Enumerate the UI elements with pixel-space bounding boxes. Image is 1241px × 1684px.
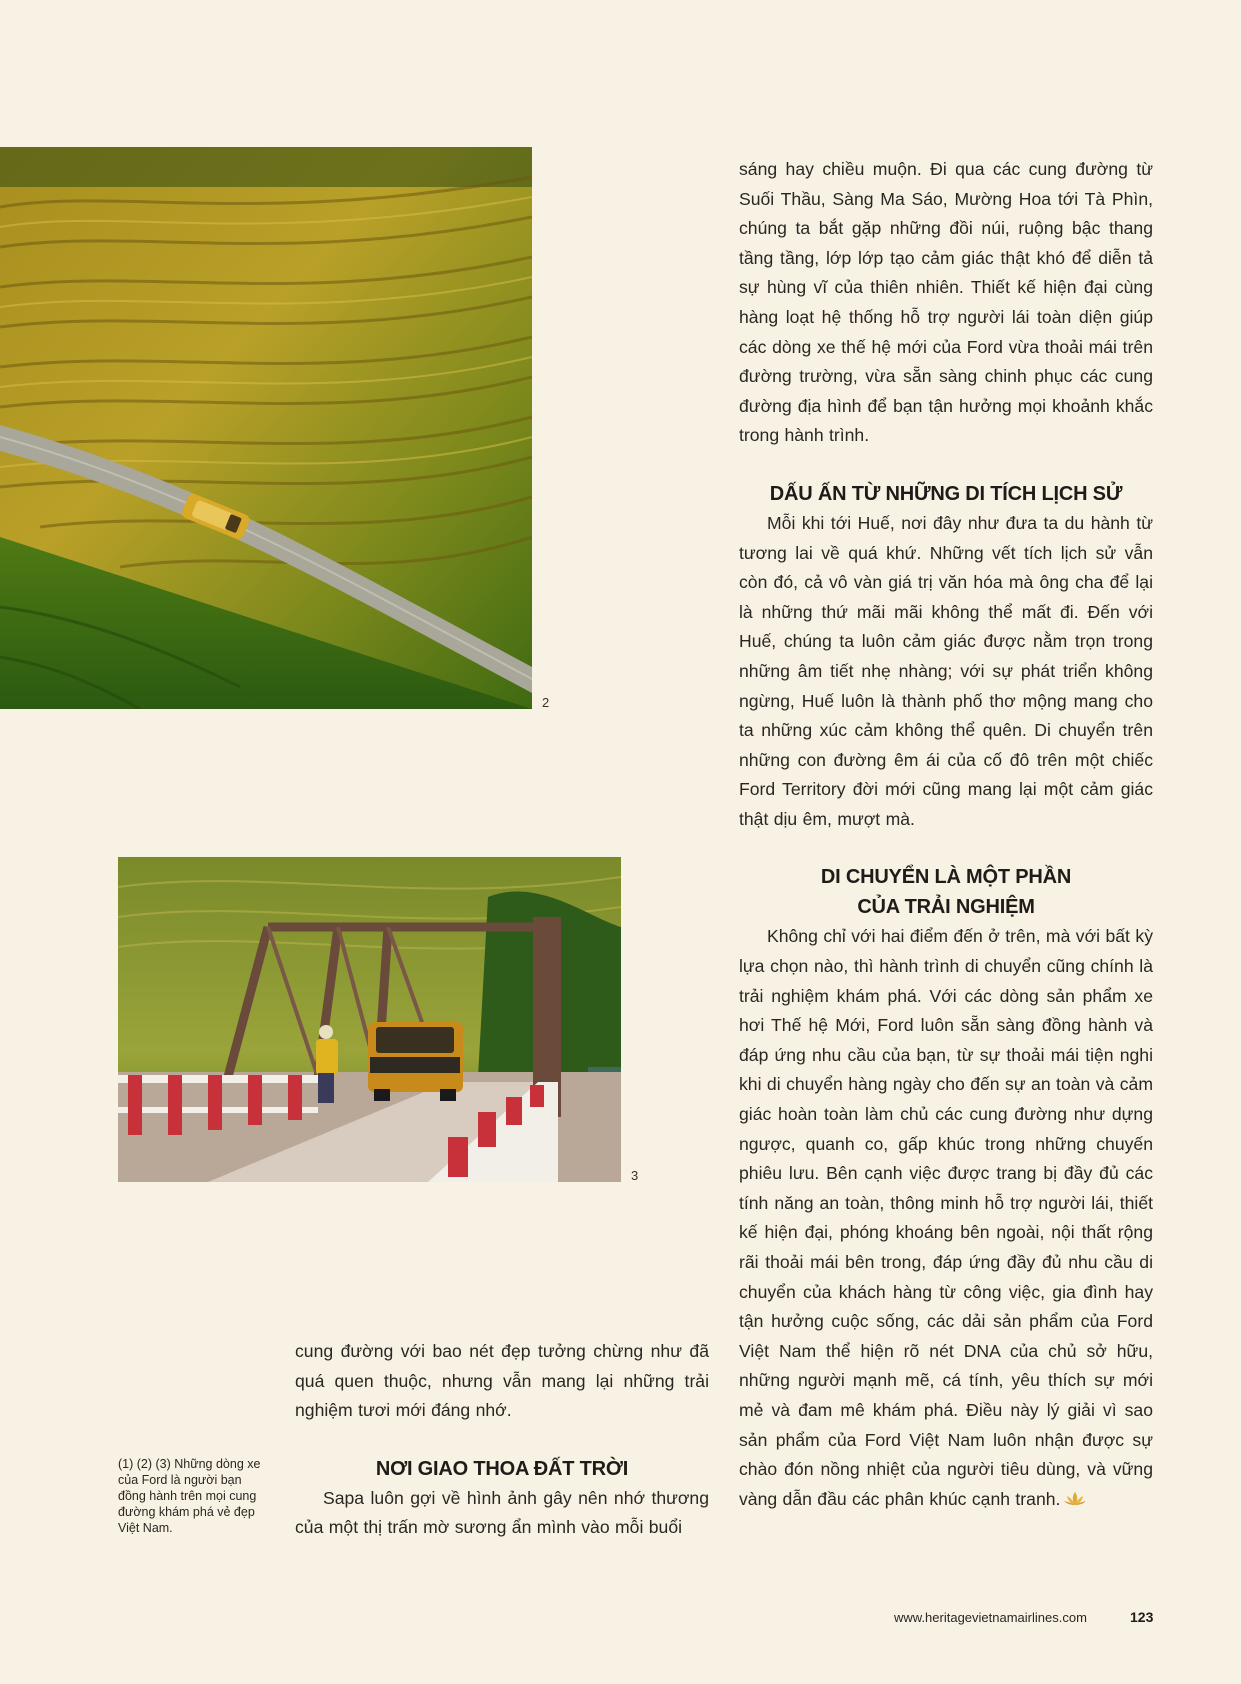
- intro-paragraph: sáng hay chiều muộn. Đi qua các cung đường từ Suối Thầu, Sàng Ma Sáo, Mường Hoa tới Tà Phìn, chúng ta bắt gặp những đồi núi, ruộng bậc thang tầng tầng, lớp lớp tạo cảm giác thật khó để diễn tả sự hùng vĩ của thiên nhiên. Thiết kế hiện đại cùng hàng loạt hệ thống hỗ trợ người lái toàn diện giúp các dòng xe thế hệ mới của Ford vừa thoải mái trên đường trường, vừa sẵn sàng chinh phục các cung đường địa hình để bạn tận hưởng mọi khoảnh khắc trong hành trình.: [739, 159, 1153, 446]
- footer-url[interactable]: www.heritagevietnamairlines.com: [894, 1610, 1087, 1625]
- section-1-heading: DẤU ẤN TỪ NHỮNG DI TÍCH LỊCH SỬ: [769, 482, 1123, 505]
- section-2-heading: [739, 862, 1153, 922]
- right-column: [739, 155, 1153, 1514]
- rice-terraces-image: [0, 147, 532, 709]
- bridge-image: [118, 857, 621, 1182]
- section-1-body: Mỗi khi tới Huế, nơi đây như đưa ta du hành từ tương lai về quá khứ. Những vết tích lịch sử vẫn còn đó, cả vô vàn giá trị văn hóa mà ông cha để lại là những thứ mãi mãi không thể mất đi. Đến với Huế, chúng ta luôn cảm giác được nằm trọn trong những âm tiết nhẹ nhàng; với sự phát triển không ngừng, Huế luôn là thành phố thơ mộng mang cho ta những xúc cảm không thể quên. Di chuyển trên những con đường êm ái của cố đô trên một chiếc Ford Territory đời mới cũng mang lại một cảm giác thật dịu êm, mượt mà.: [739, 512, 1153, 829]
- middle-column: [295, 1337, 709, 1543]
- photo-caption: (1) (2) (3) Những dòng xe của Ford là người bạn đồng hành trên mọi cung đường khám phá vẻ đẹp Việt Nam.: [118, 1457, 261, 1535]
- middle-continuation: cung đường với bao nét đẹp tưởng chừng như đã quá quen thuộc, nhưng vẫn mang lại những trải nghiệm tươi mới đáng nhớ.: [295, 1341, 709, 1421]
- section-2-heading-line-1: DI CHUYỂN LÀ MỘT PHẦN: [820, 866, 1072, 889]
- photo-3-number: 3: [631, 1168, 639, 1183]
- middle-body: Sapa luôn gợi về hình ảnh gây nên nhớ thương của một thị trấn mờ sương ẩn mình vào mỗi buổi: [295, 1487, 709, 1538]
- section-2-heading-line-2: CỦA TRẢI NGHIỆM: [857, 896, 1035, 919]
- page-number: 123: [1130, 1609, 1154, 1625]
- section-2-body-text: Không chỉ với hai điểm đến ở trên, mà với bất kỳ lựa chọn nào, thì hành trình di chuyển cũng chính là trải nghiệm khám phá. Với các dòng sản phẩm xe hơi Thế hệ Mới, Ford luôn sẵn sàng đồng hành và đáp ứng nhu cầu của bạn, từ sự thoải mái tiện nghi khi di chuyển hàng ngày cho đến sự an toàn và cảm giác hoàn toàn làm chủ các cung đường như dựng ngược, quanh co, gấp khúc trong những chuyến phiêu lưu. Bên cạnh việc được trang bị đầy đủ các tính năng an toàn, thông minh hỗ trợ người lái, thiết kế hiện đại, phóng khoáng bên ngoài, nội thất rộng rãi thoải mái bên trong, đáp ứng đầy đủ nhu cầu di chuyển của khách hàng từ công việc, gia đình hay tận hưởng cuộc sống, các dải sản phẩm của Ford Việt Nam thể hiện rõ nét DNA của chủ sở hữu, những người mạnh mẽ, cá tính, yêu thích sự mới mẻ và đam mê khám phá. Điều này lý giải vì sao sản phẩm của Ford Việt Nam luôn nhận được sự chào đón nồng nhiệt của người tiêu dùng, và vững vàng dẫn đầu các phân khúc cạnh tranh.: [739, 926, 1153, 1509]
- section-2-body: [739, 922, 1153, 1514]
- photo-2-number: 2: [542, 695, 550, 710]
- lotus-icon: [1064, 1491, 1086, 1507]
- photo-bridge: [118, 857, 621, 1182]
- photo-rice-terraces: [0, 147, 532, 709]
- middle-heading: NƠI GIAO THOA ĐẤT TRỜI: [375, 1457, 629, 1480]
